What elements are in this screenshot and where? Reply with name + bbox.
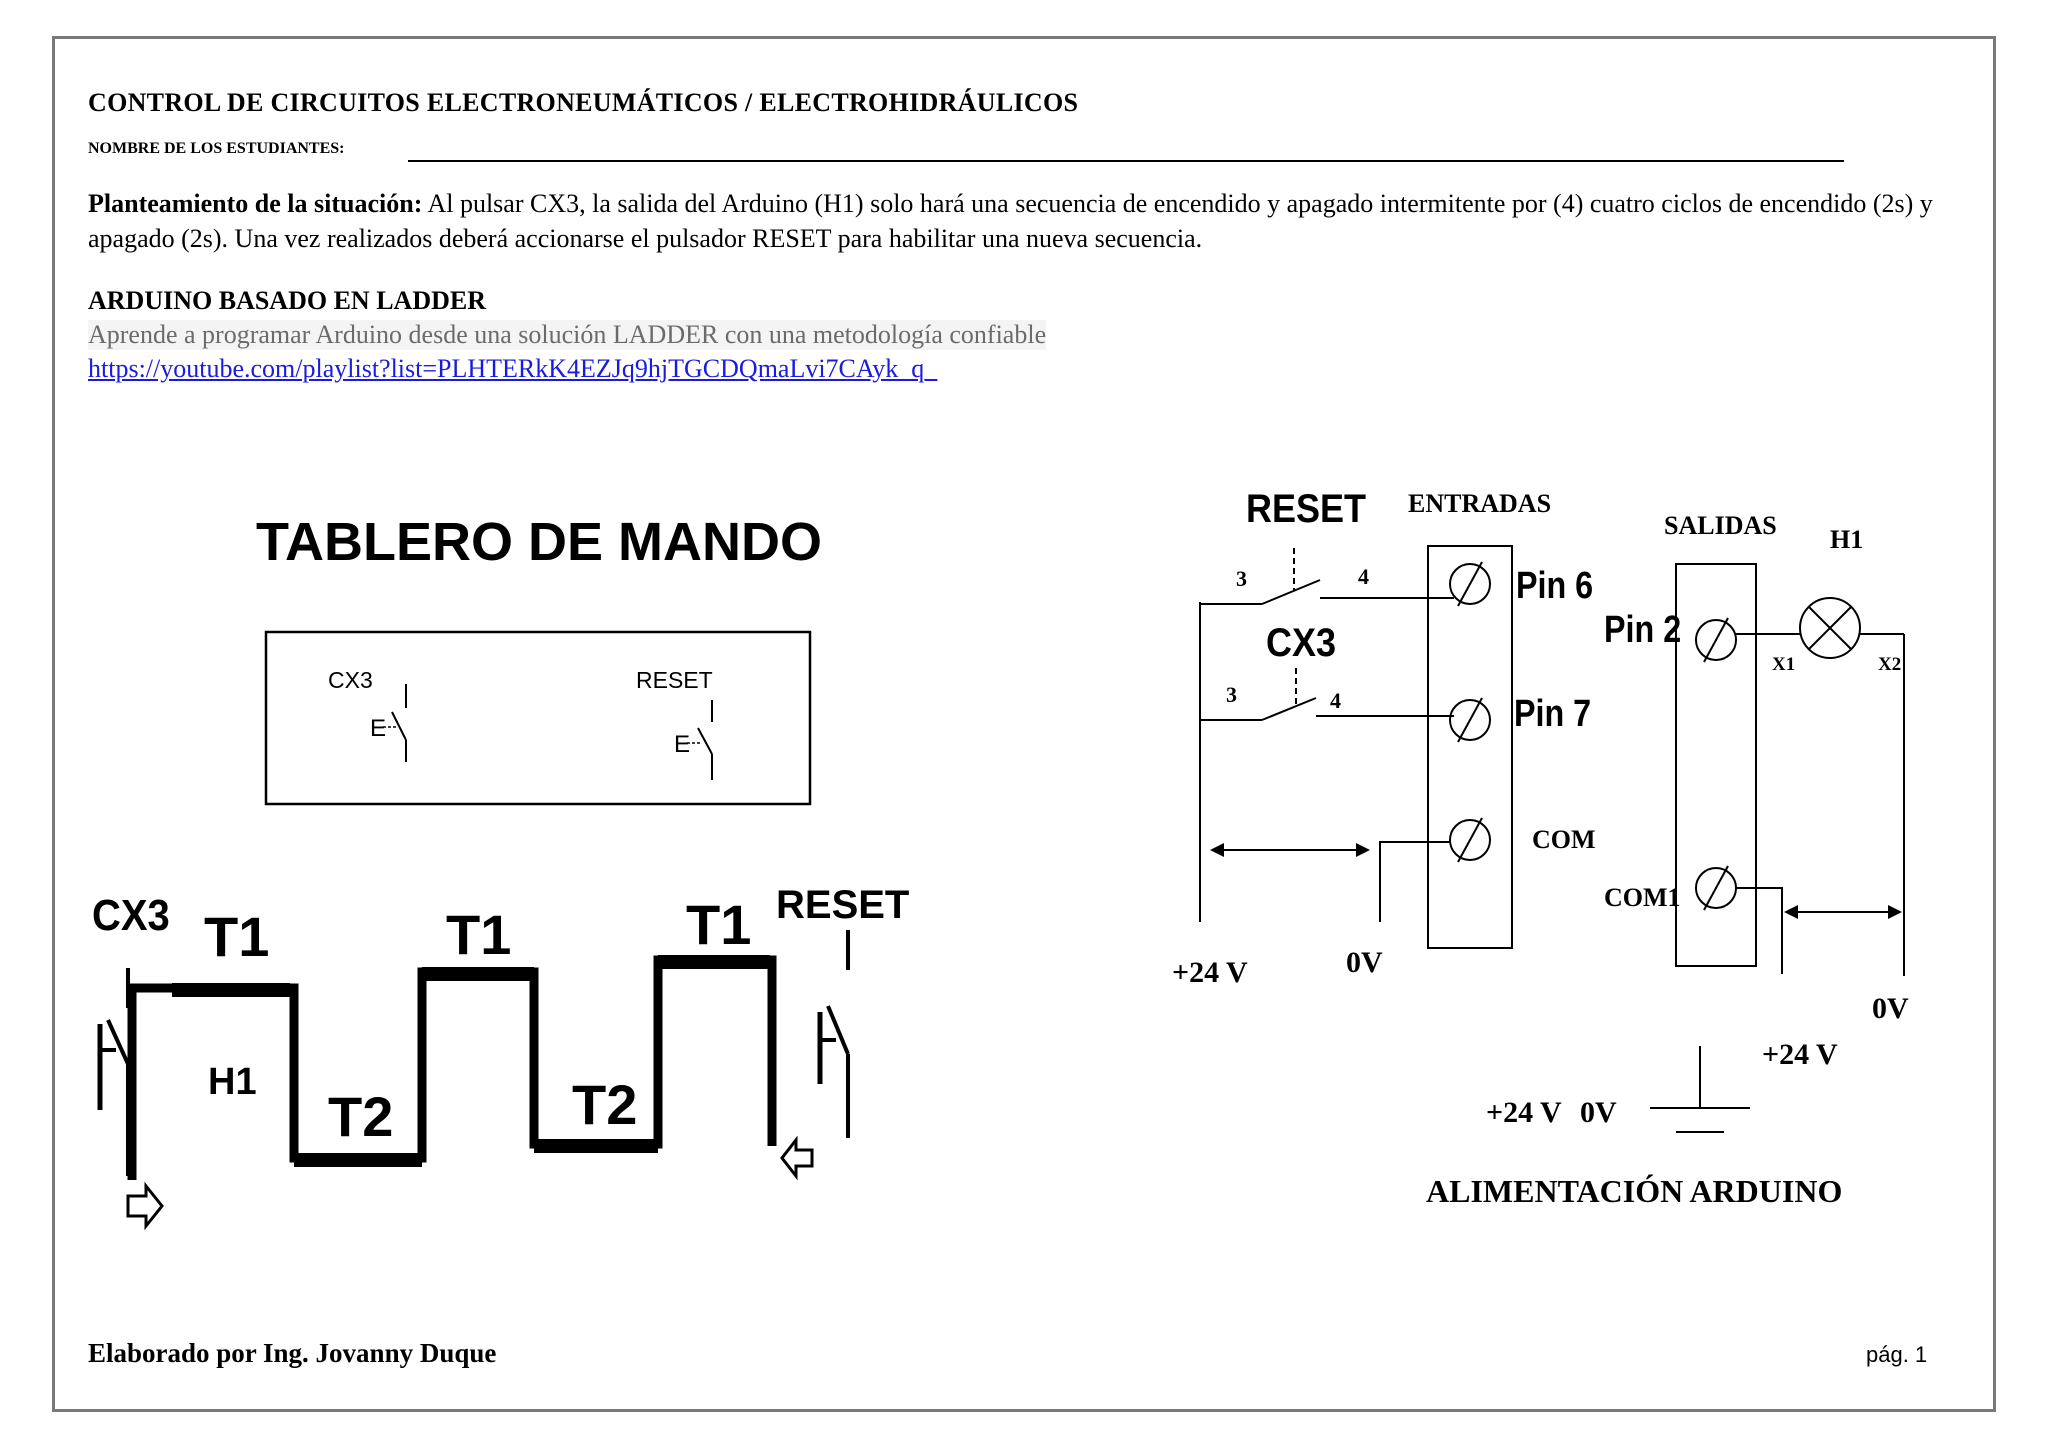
x2-label: X2 <box>1878 654 1902 675</box>
double-arrow-left <box>1210 843 1370 857</box>
right-24v-label: +24 V <box>1762 1038 1838 1071</box>
wire-0v-com <box>1380 842 1450 922</box>
input-terminal-block <box>1428 546 1512 948</box>
cx3-pushbutton-symbol <box>100 968 128 1176</box>
playlist-link[interactable]: https://youtube.com/playlist?list=PLHTERkK4EZJq9hjTGCDQmaLvi7CAyk_q_ <box>88 354 938 383</box>
outputs-label: SALIDAS <box>1664 511 1777 540</box>
lamp-label: H1 <box>1830 525 1864 554</box>
terminal-3: 3 <box>1226 682 1237 707</box>
ladder-subtitle: Aprende a programar Arduino desde una solución LADDER con una metodología confiable <box>88 320 1047 349</box>
t1-label: T1 <box>204 905 270 968</box>
situation-label: Planteamiento de la situación: <box>88 189 423 218</box>
left-0v-label: 0V <box>1346 946 1383 979</box>
situation-text: Al pulsar CX3, la salida del Arduino (H1) solo hará una secuencia de encendido y apagado intermitente por (4) cuatro ciclos de encendido (2s) y apagado (2s). Una vez realizados deberá accionarse el pulsador RESET para habilitar una nueva secuencia. <box>88 189 1933 253</box>
ground-symbol-icon <box>1650 1046 1750 1132</box>
terminal-3: 3 <box>1236 566 1247 591</box>
inputs-label: ENTRADAS <box>1408 489 1552 518</box>
com1-label: COM1 <box>1604 883 1681 912</box>
students-label: NOMBRE DE LOS ESTUDIANTES: <box>88 140 345 157</box>
terminal-com <box>1450 818 1490 862</box>
left-24v-label: +24 V <box>1172 956 1248 989</box>
panel-title: TABLERO DE MANDO <box>256 512 822 572</box>
right-0v-label: 0V <box>1872 992 1909 1025</box>
power-supply-label: ALIMENTACIÓN ARDUINO <box>1426 1173 1843 1209</box>
terminal-4: 4 <box>1358 564 1369 589</box>
wiring-cx3-label: CX3 <box>1266 621 1337 666</box>
pin6-label: Pin 6 <box>1516 564 1594 607</box>
start-arrow-icon <box>128 1186 162 1226</box>
timing-cx3-label: CX3 <box>92 890 170 940</box>
t1-label: T1 <box>446 903 512 966</box>
terminal-pin7 <box>1450 698 1490 742</box>
control-panel-box <box>266 632 810 804</box>
page-number: pág. 1 <box>1866 1342 1928 1367</box>
terminal-pin2 <box>1696 618 1736 662</box>
reset-contact <box>1200 548 1454 604</box>
terminal-com1 <box>1696 866 1736 910</box>
author-credit: Elaborado por Ing. Jovanny Duque <box>88 1338 497 1368</box>
pin2-label: Pin 2 <box>1604 608 1682 651</box>
cx3-contact <box>1200 668 1454 720</box>
pushbutton-symbol: E <box>674 731 691 758</box>
output-terminal-block <box>1676 564 1756 966</box>
reset-pushbutton-symbol <box>820 930 848 1138</box>
t2-label: T2 <box>572 1073 638 1136</box>
wire-com1-24v <box>1736 888 1782 974</box>
pin7-label: Pin 7 <box>1514 692 1592 735</box>
pushbutton-symbol: E <box>370 715 387 742</box>
document-title: CONTROL DE CIRCUITOS ELECTRONEUMÁTICOS / ELECTROHIDRÁULICOS <box>88 88 1079 117</box>
power-0v-label: 0V <box>1580 1096 1617 1129</box>
timing-reset-label: RESET <box>776 883 910 927</box>
cx3-pushbutton <box>328 667 406 762</box>
x1-label: X1 <box>1772 654 1796 675</box>
h1-label: H1 <box>208 1061 257 1103</box>
cx3-label: CX3 <box>328 667 373 693</box>
power-24v-label: +24 V <box>1486 1096 1562 1129</box>
terminal-4: 4 <box>1330 688 1341 713</box>
reset-arrow-icon <box>782 1140 812 1176</box>
com-label: COM <box>1532 825 1596 854</box>
wiring-reset-label: RESET <box>1246 487 1367 532</box>
terminal-pin6 <box>1450 562 1490 606</box>
reset-pushbutton <box>636 667 713 780</box>
double-arrow-right <box>1784 905 1902 919</box>
t1-label: T1 <box>686 893 752 956</box>
ladder-heading: ARDUINO BASADO EN LADDER <box>88 286 486 315</box>
lamp-h1-icon <box>1800 598 1860 658</box>
reset-label: RESET <box>636 667 713 693</box>
t2-label: T2 <box>328 1085 394 1148</box>
